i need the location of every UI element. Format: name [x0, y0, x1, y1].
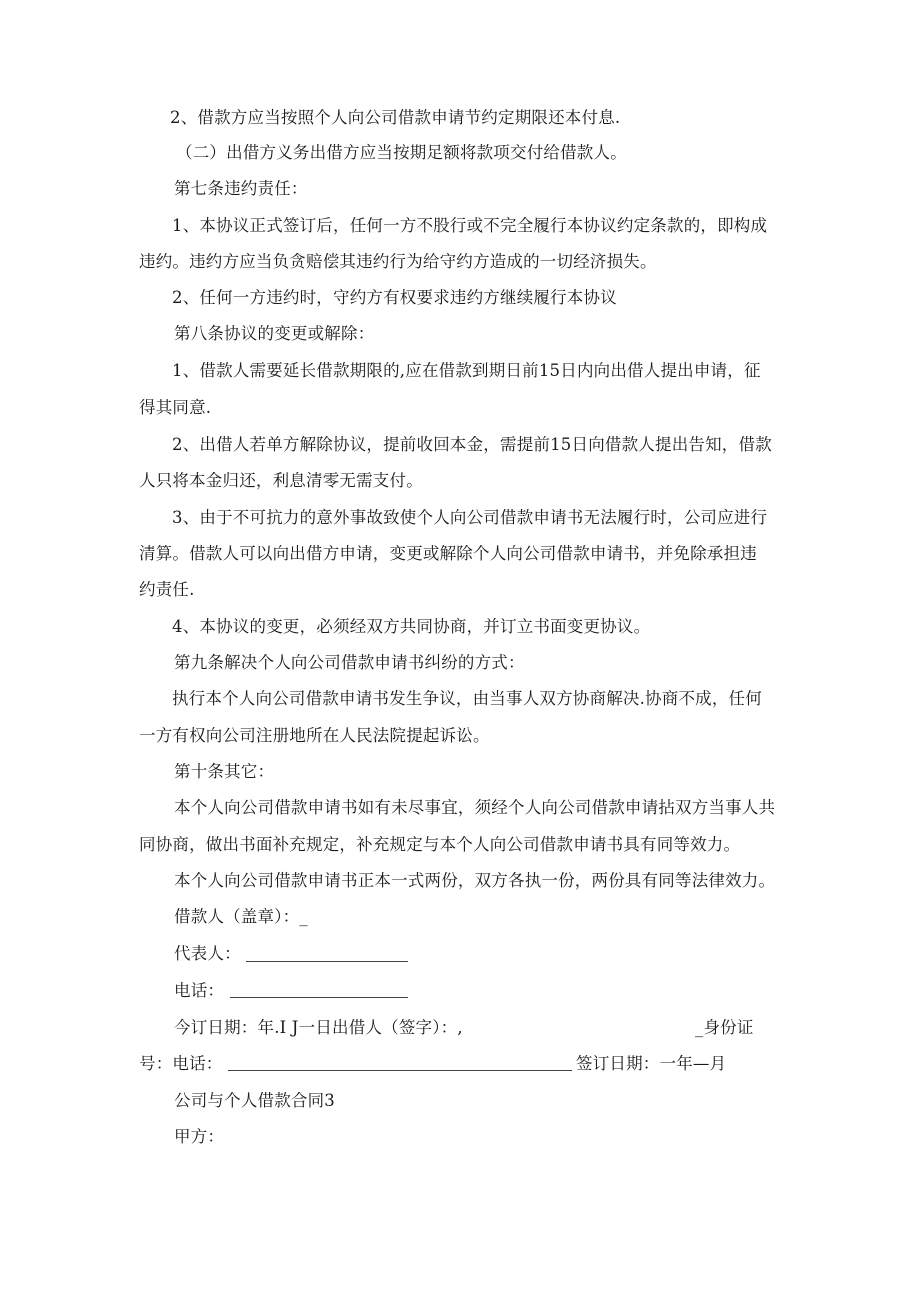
- clause-line: 本个人向公司借款申请书如有未尽事宜，须经个人向公司借款申请拈双方当事人共: [174, 798, 776, 817]
- clause-line: 人只将本金归还，利息清零无需支付。: [139, 471, 423, 490]
- clause-line: 清算。借款人可以向出借方申请，变更或解除个人向公司借款申请书，并免除承担违: [139, 544, 757, 563]
- clause-line: 1、本协议正式签订后，任何一方不股行或不完全履行本协议约定条款的，即构成: [172, 216, 768, 235]
- section-heading: 第七条违约责任：: [174, 179, 308, 198]
- next-contract-title: 公司与个人借款合同3: [174, 1091, 335, 1110]
- id-phone-blank: [228, 1052, 572, 1071]
- clause-line: 约责任.: [139, 580, 195, 599]
- clause-line: 3、由于不可抗力的意外事故致使个人向公司借款申请书无法履行时，公司应进行: [172, 508, 768, 527]
- phone-label: 电话：: [174, 981, 225, 1000]
- id-phone-label: 号：电话：: [139, 1054, 223, 1073]
- clause-line: 4、本协议的变更，必须经双方共同协商，并订立书面变更协议。: [172, 617, 651, 636]
- phone-blank: [230, 979, 408, 998]
- clause-line: 违约。违约方应当负贪赔偿其违约行为给守约方造成的一切经济损失。: [139, 252, 657, 271]
- id-card-label: _身份证: [695, 1018, 754, 1037]
- section-heading: 第九条解决个人向公司借款申请书纠纷的方式：: [174, 653, 525, 672]
- clause-line: 1、借款人需要延长借款期限的,应在借款到期日前15日内向出借人提出申请，征: [172, 361, 761, 380]
- clause-line: 本个人向公司借款申请书正本一式两份，双方各执一份，两份具有同等法律效力。: [174, 871, 776, 890]
- section-heading: 第十条其它：: [174, 762, 275, 781]
- section-heading: 第八条协议的变更或解除：: [174, 324, 375, 343]
- clause-line: 一方有权向公司注册地所在人民法院提起诉讼。: [139, 726, 490, 745]
- clause-line: 2、任何一方违约时，守约方有权要求违约方继续履行本协议: [172, 288, 617, 307]
- party-a-label: 甲方：: [174, 1127, 225, 1146]
- borrower-seal-label: 借款人（盖章）：_: [174, 907, 308, 926]
- clause-line: （二）出借方义务出借方应当按期足额将款项交付给借款人。: [176, 143, 627, 162]
- clause-line: 得其同意.: [139, 398, 212, 417]
- sign-date-label: 签订日期：一年—月: [576, 1054, 727, 1073]
- clause-line: 2、借款方应当按照个人向公司借款申请节约定期限还本付息.: [170, 108, 621, 127]
- representative-label: 代表人：: [174, 944, 241, 963]
- clause-line: 2、出借人若单方解除协议，提前收回本金，需提前15日向借款人提出告知，借款: [172, 435, 772, 454]
- clause-line: 同协商，做出书面补充规定，补充规定与本个人向公司借款申请书具有同等效力。: [139, 835, 741, 854]
- representative-blank: [246, 943, 408, 962]
- date-lender-signature-line: 今订日期：年.I J一日出借人（签字）：,: [174, 1018, 463, 1037]
- clause-line: 执行本个人向公司借款申请书发生争议，由当事人双方协商解决.协商不成，任何: [172, 689, 762, 708]
